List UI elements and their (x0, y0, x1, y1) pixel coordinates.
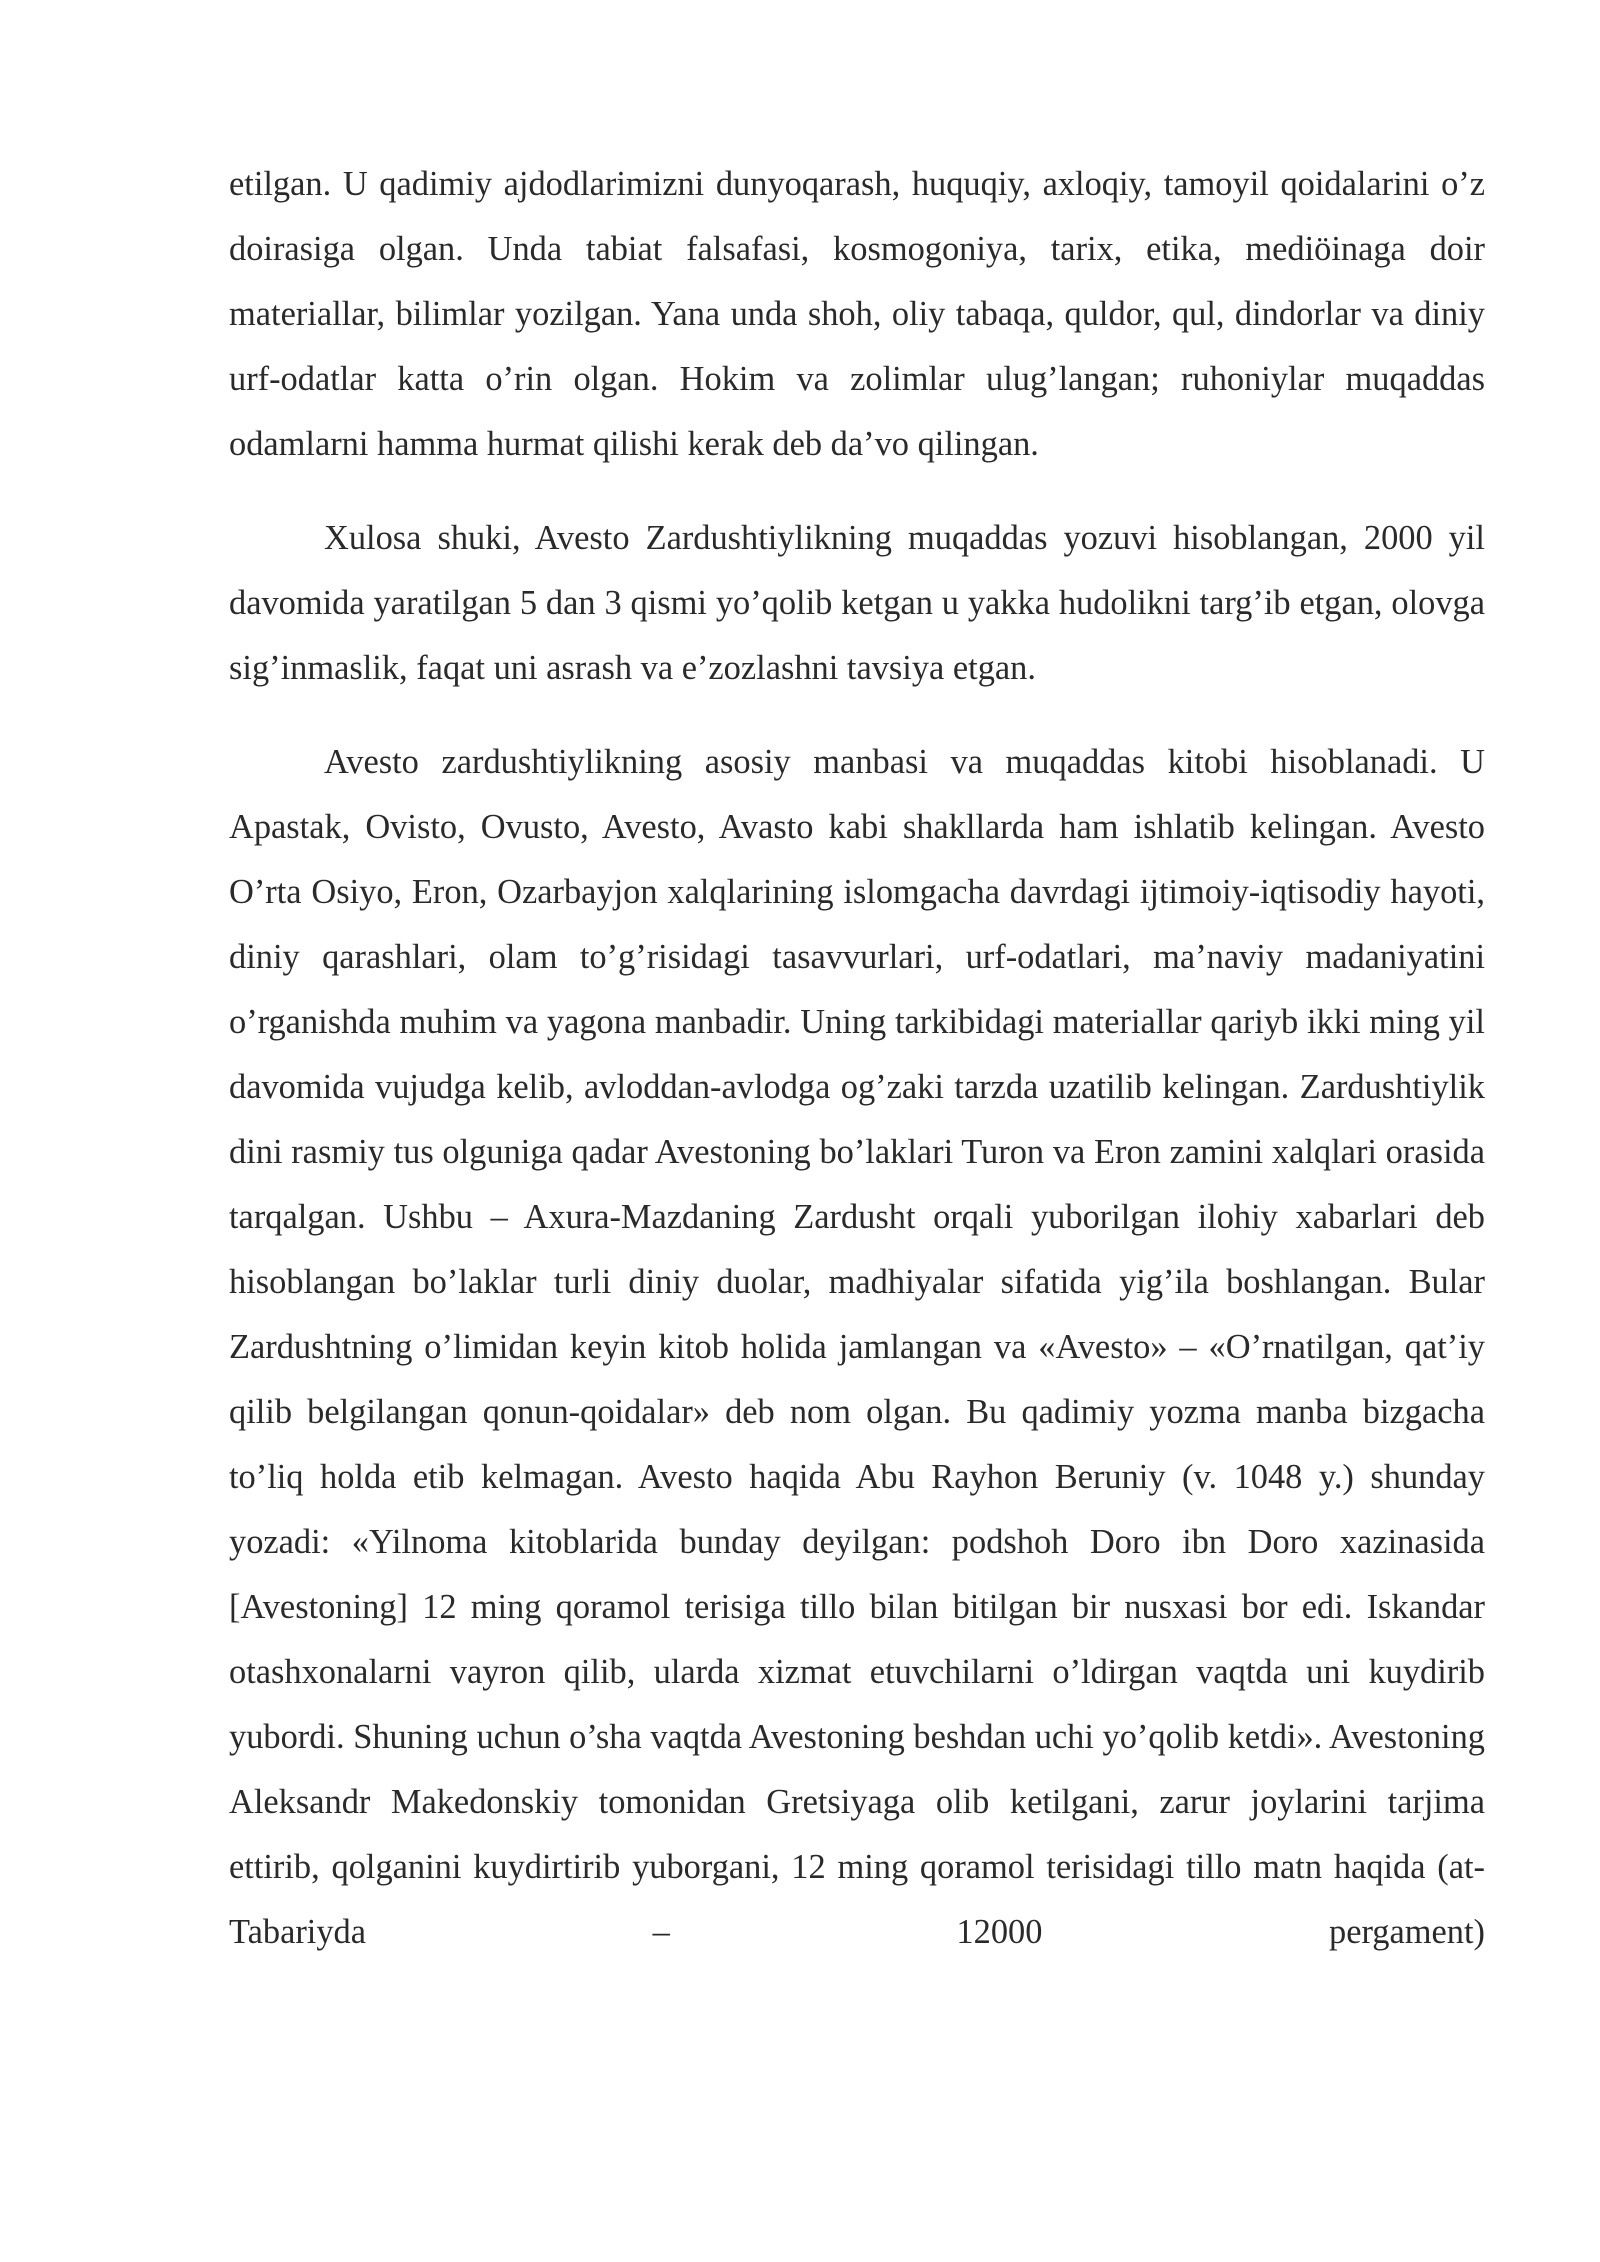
paragraph-2: Xulosa shuki, Avesto Zardushtiylikning muqaddas yozuvi hisoblangan, 2000 yil davomida yaratilgan 5 dan 3 qismi yo’qolib ketgan u yakka hudolikni targ’ib etgan, olovga sig’inmaslik, faqat uni asrash va e’zozlashni tavsiya etgan. (229, 519, 1485, 687)
paragraph-1: etilgan. U qadimiy ajdodlarimizni dunyoqarash, huquqiy, axloqiy, tamoyil qoidalarini o’z doirasiga olgan. Unda tabiat falsafasi, kosmogoniya, tarix, etika, mediöinaga doir materiallar, bilimlar yozilgan. Yana unda shoh, oliy tabaqa, quldor, qul, dindorlar va diniy urf-odatlar katta o’rin olgan. Hokim va zolimlar ulug’langan; ruhoniylar muqaddas odamlarni hamma hurmat qilishi kerak deb da’vo qilingan. (229, 165, 1485, 463)
document-body (229, 152, 1485, 1965)
paragraph-3: Avesto zardushtiylikning asosiy manbasi va muqaddas kitobi hisoblanadi. U Apastak, Ovisto, Ovusto, Avesto, Avasto kabi shakllarda ham ishlatib kelingan. Avesto O’rta Osiyo, Eron, Ozarbayjon xalqlarining islomgacha davrdagi ijtimoiy-iqtisodiy hayoti, diniy qarashlari, olam to’g’risidagi tasavvurlari, urf-odatlari, ma’naviy madaniyatini o’rganishda muhim va yagona manbadir. Uning tarkibidagi materiallar qariyb ikki ming yil davomida vujudga kelib, avloddan-avlodga og’zaki tarzda uzatilib kelingan. Zardushtiylik dini rasmiy tus olguniga qadar Avestoning bo’laklari Turon va Eron zamini xalqlari orasida tarqalgan. Ushbu – Axura-Mazdaning Zardusht orqali yuborilgan ilohiy xabarlari deb hisoblangan bo’laklar turli diniy duolar, madhiyalar sifatida yig’ila boshlangan. Bular Zardushtning o’limidan keyin kitob holida jamlangan va «Avesto» – «O’rnatilgan, qat’iy qilib belgilangan qonun-qoidalar» deb nom olgan. Bu qadimiy yozma manba bizgacha to’liq holda etib kelmagan. Avesto haqida Abu Rayhon Beruniy (v. 1048 y.) shunday yozadi: «Yilnoma kitoblarida bunday deyilgan: podshoh Doro ibn Doro xazinasida [Avestoning] 12 ming qoramol terisiga tillo bilan bitilgan bir nusxasi bor edi. Iskandar otashxonalarni vayron qilib, ularda xizmat etuvchilarni o’ldirgan vaqtda uni kuydirib yubordi. Shuning uchun o’sha vaqtda Avestoning beshdan uchi yo’qolib ketdi». Avestoning Aleksandr Makedonskiy tomonidan Gretsiyaga olib ketilgani, zarur joylarini tarjima ettirib, qolganini kuydirtirib yuborgani, 12 ming qoramol terisidagi tillo matn haqida (at-Tabariyda – 12000 pergament) (229, 743, 1485, 1951)
